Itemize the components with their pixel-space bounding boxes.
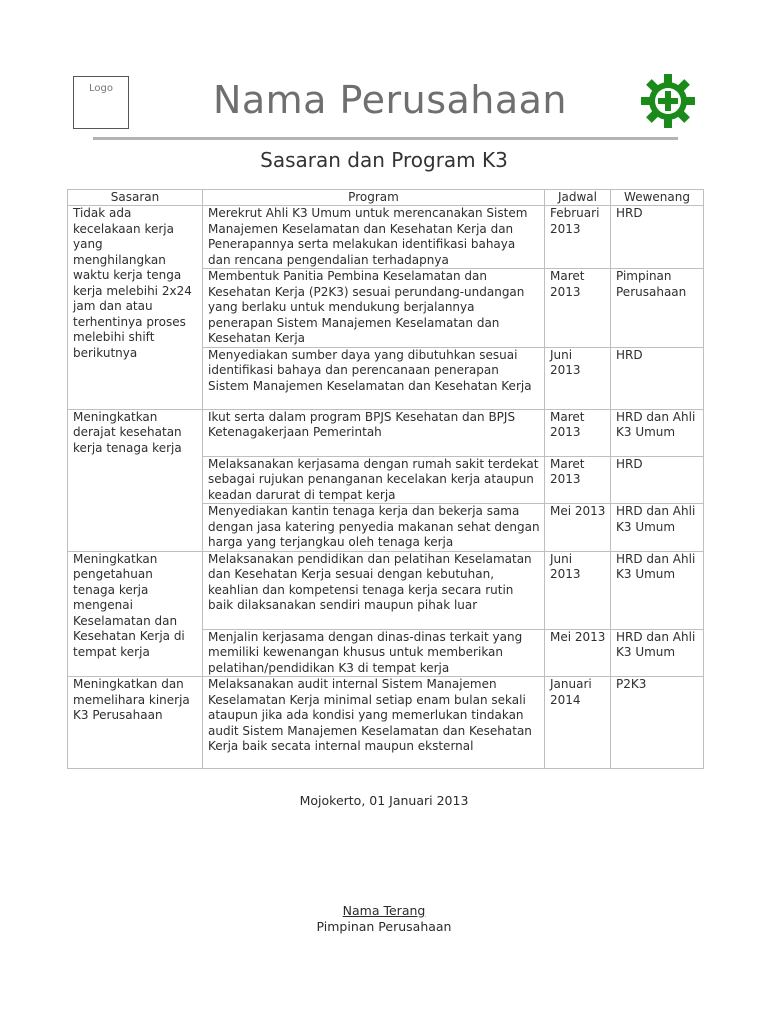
wewenang-cell: P2K3 [611,677,704,769]
jadwal-cell: Juni 2013 [545,347,611,409]
program-cell: Menjalin kerjasama dengan dinas-dinas terkait yang memiliki kewenangan khusus untuk memberikan pelatihan/pendidikan K3 di tempat kerja [203,629,545,677]
header-sasaran: Sasaran [68,190,203,206]
place-and-date: Mojokerto, 01 Januari 2013 [299,793,469,808]
table-row [68,551,704,629]
signer-name-text: Nama Terang [342,903,426,918]
jadwal-cell: Maret 2013 [545,269,611,348]
table-row [68,206,704,269]
program-cell: Melaksanakan audit internal Sistem Manajemen Keselamatan Kerja minimal setiap enam bulan sekali ataupun jika ada kondisi yang memerlukan tindakan audit Sistem Manajemen Keselamatan dan Kesehatan Kerja baik secata internal maupun eksternal [203,677,545,769]
header-divider [93,137,678,140]
signer-name [0,903,768,918]
jadwal-cell: Februari 2013 [545,206,611,269]
table-row [68,409,704,456]
jadwal-cell: Juni 2013 [545,551,611,629]
header-jadwal: Jadwal [545,190,611,206]
document-title: Sasaran dan Program K3 [260,148,508,172]
sasaran-cell: Tidak ada kecelakaan kerja yang menghilangkan waktu kerja tenga kerja melebihi 2x24 jam dan atau terhentinya proses melebihi shift berikutnya [68,206,203,410]
sasaran-cell: Meningkatkan derajat kesehatan kerja tenaga kerja [68,409,203,551]
jadwal-cell: Januari 2014 [545,677,611,769]
program-cell: Ikut serta dalam program BPJS Kesehatan dan BPJS Ketenagakerjaan Pemerintah [203,409,545,456]
k3-gear-cross-icon [640,73,696,129]
sasaran-cell: Meningkatkan dan memelihara kinerja K3 Perusahaan [68,677,203,769]
jadwal-cell: Mei 2013 [545,504,611,552]
signer-title: Pimpinan Perusahaan [316,919,452,934]
program-cell: Menyediakan kantin tenaga kerja dan bekerja sama dengan jasa katering penyedia makanan sehat dengan harga yang terjangkau oleh tenaga kerja [203,504,545,552]
jadwal-cell: Maret 2013 [545,409,611,456]
wewenang-cell: HRD dan Ahli K3 Umum [611,409,704,456]
logo-placeholder [73,76,129,129]
company-name: Nama Perusahaan [212,78,568,122]
k3-program-table [67,189,704,769]
wewenang-cell: HRD [611,456,704,504]
jadwal-cell: Mei 2013 [545,629,611,677]
program-cell: Merekrut Ahli K3 Umum untuk merencanakan Sistem Manajemen Keselamatan dan Kesehatan Kerja dan Penerapannya serta melakukan identifikasi bahaya dan rencana pengendalian terhadapnya [203,206,545,269]
table-header-row [68,190,704,206]
table-row [68,677,704,769]
program-cell: Melaksanakan pendidikan dan pelatihan Keselamatan dan Kesehatan Kerja sesuai dengan kebutuhan, keahlian dan kompetensi tenaga kerja secara rutin baik dilaksanakan sendiri maupun pihak luar [203,551,545,629]
program-cell: Melaksanakan kerjasama dengan rumah sakit terdekat sebagai rujukan penanganan kecelakan kerja ataupun keadan darurat di tempat kerja [203,456,545,504]
header-wewenang: Wewenang [611,190,704,206]
wewenang-cell: HRD [611,206,704,269]
wewenang-cell: HRD dan Ahli K3 Umum [611,504,704,552]
wewenang-cell: Pimpinan Perusahaan [611,269,704,348]
sasaran-cell: Meningkatkan pengetahuan tenaga kerja mengenai Keselamatan dan Kesehatan Kerja di tempat kerja [68,551,203,677]
jadwal-cell: Maret 2013 [545,456,611,504]
program-cell: Menyediakan sumber daya yang dibutuhkan sesuai identifikasi bahaya dan perencanaan penerapan Sistem Manajemen Keselamatan dan Kesehatan Kerja [203,347,545,409]
program-cell: Membentuk Panitia Pembina Keselamatan dan Kesehatan Kerja (P2K3) sesuai perundang-undangan yang berlaku untuk mendukung berjalannya penerapan Sistem Manajemen Keselamatan dan Kesehatan Kerja [203,269,545,348]
header-program: Program [203,190,545,206]
wewenang-cell: HRD dan Ahli K3 Umum [611,551,704,629]
wewenang-cell: HRD [611,347,704,409]
logo-label: Logo [89,83,113,94]
wewenang-cell: HRD dan Ahli K3 Umum [611,629,704,677]
